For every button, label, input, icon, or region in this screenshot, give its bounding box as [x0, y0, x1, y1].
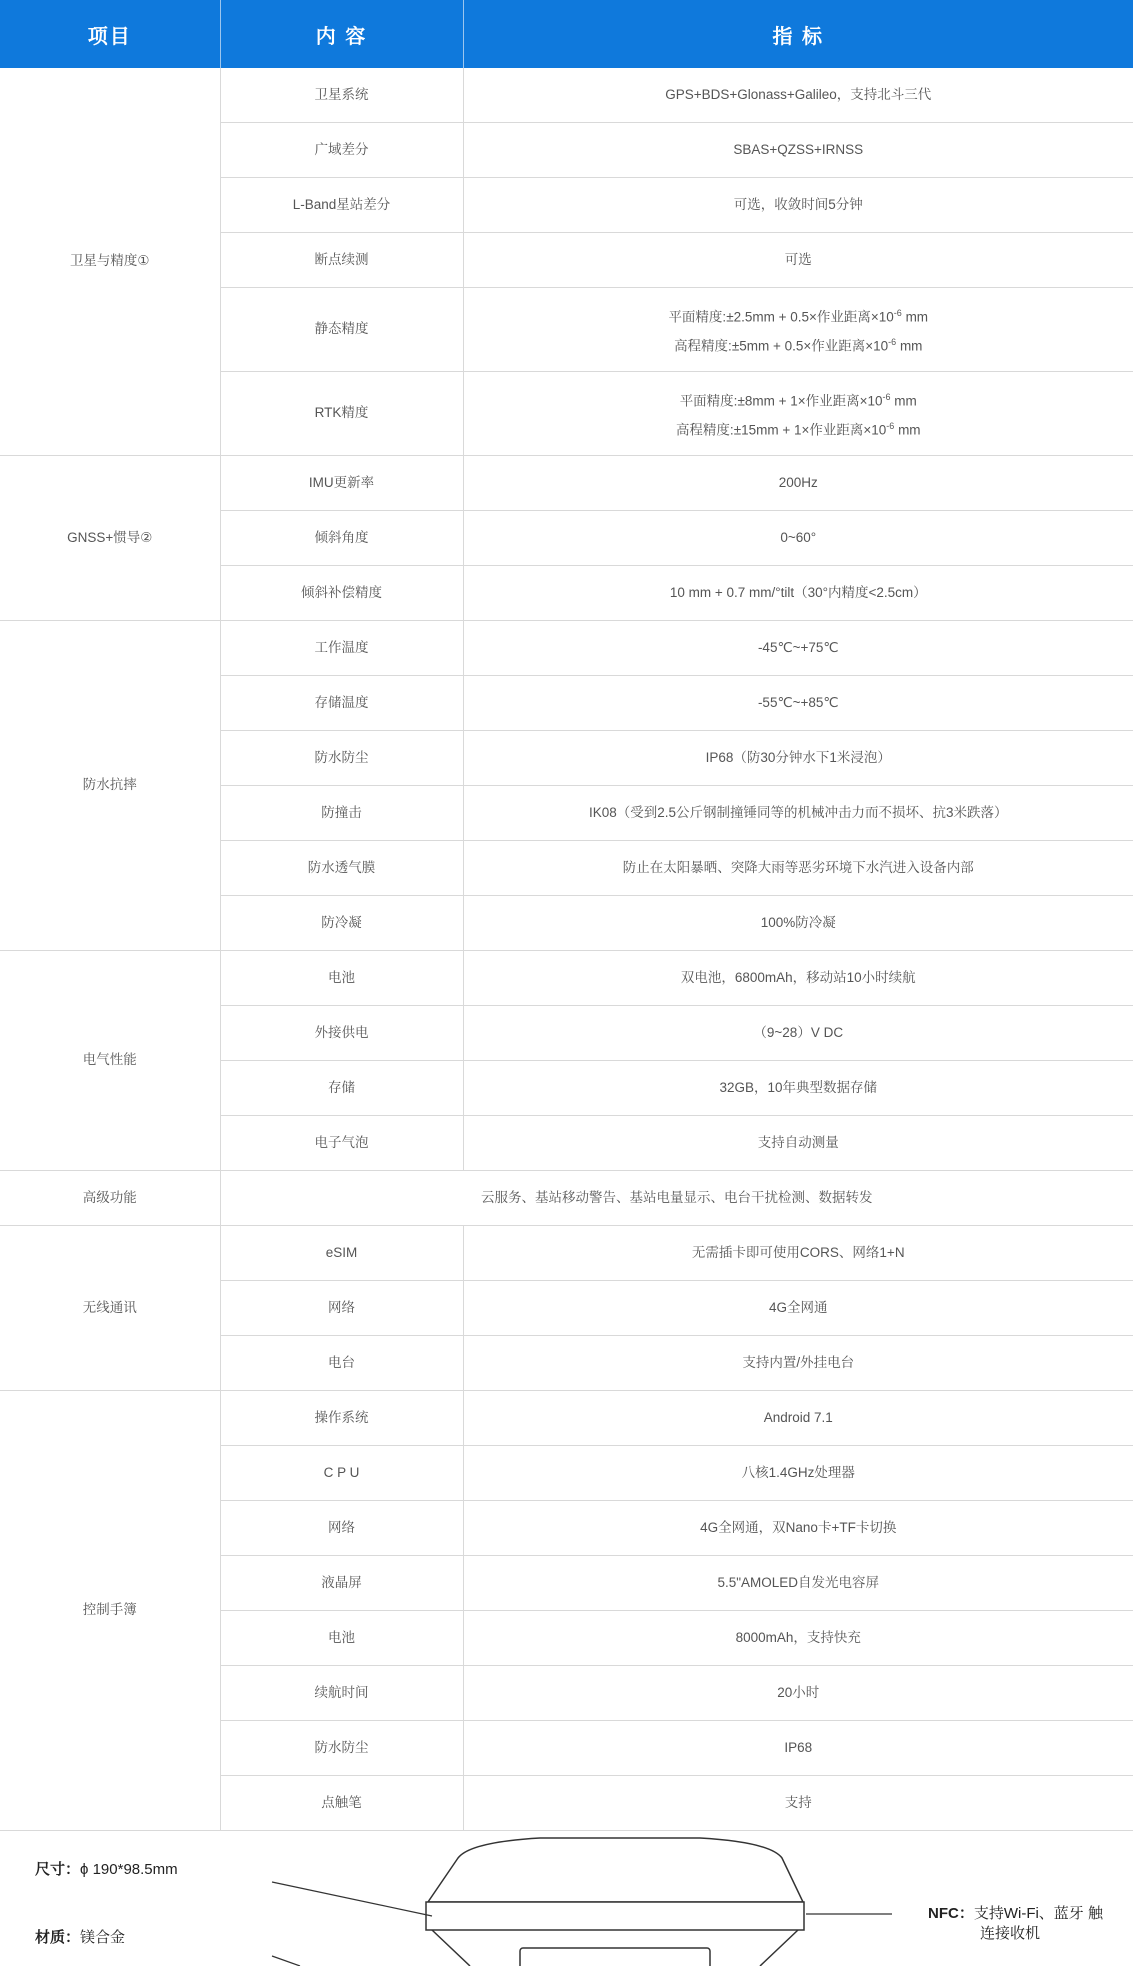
table-row [0, 1171, 1133, 1226]
row-value: IK08（受到2.5公斤钢制撞锤同等的机械冲击力而不损坏、抗3米跌落） [463, 786, 1133, 841]
group-label: GNSS+惯导② [0, 456, 220, 621]
row-name: L-Band星站差分 [220, 178, 463, 233]
table-row [0, 68, 1133, 123]
row-value: 双电池，6800mAh，移动站10小时续航 [463, 951, 1133, 1006]
row-value: IP68 [463, 1721, 1133, 1776]
group-label: 防水抗摔 [0, 621, 220, 951]
table-header-row [0, 0, 1133, 68]
row-name: 续航时间 [220, 1666, 463, 1721]
size-spec: 尺寸：ϕ 190*98.5mm [35, 1861, 178, 1878]
row-value: SBAS+QZSS+IRNSS [463, 123, 1133, 178]
row-value: 支持 [463, 1776, 1133, 1831]
group-label: 无线通讯 [0, 1226, 220, 1391]
row-name: 电子气泡 [220, 1116, 463, 1171]
row-name: 电台 [220, 1336, 463, 1391]
device-diagram [0, 1830, 1133, 1966]
header-content: 内 容 [220, 0, 463, 68]
row-name: 防水透气膜 [220, 841, 463, 896]
row-value: -45℃~+75℃ [463, 621, 1133, 676]
row-value: 八核1.4GHz处理器 [463, 1446, 1133, 1501]
row-name: 静态精度 [220, 288, 463, 372]
row-name: 存储温度 [220, 676, 463, 731]
header-indicator: 指 标 [463, 0, 1133, 68]
row-name: C P U [220, 1446, 463, 1501]
row-value: （9~28）V DC [463, 1006, 1133, 1061]
row-value: 8000mAh，支持快充 [463, 1611, 1133, 1666]
row-name: 存储 [220, 1061, 463, 1116]
value-line: 高程精度:±15mm + 1×作业距离$\times 10^{-6}$ mm [675, 420, 921, 437]
group-label: 高级功能 [0, 1171, 220, 1226]
row-value: 4G全网通 [463, 1281, 1133, 1336]
row-value: 防止在太阳暴晒、突降大雨等恶劣环境下水汽进入设备内部 [463, 841, 1133, 896]
row-value: 100%防冷凝 [463, 896, 1133, 951]
row-value: 20小时 [463, 1666, 1133, 1721]
row-name: 液晶屏 [220, 1556, 463, 1611]
row-value: 可选 [463, 233, 1133, 288]
row-value: 200Hz [463, 456, 1133, 511]
row-name: 电池 [220, 951, 463, 1006]
material-spec: 材质：镁合金 [35, 1929, 126, 1946]
table-row [0, 1226, 1133, 1281]
row-value: 32GB，10年典型数据存储 [463, 1061, 1133, 1116]
row-name: 点触笔 [220, 1776, 463, 1831]
row-name: 防冷凝 [220, 896, 463, 951]
row-name: 网络 [220, 1501, 463, 1556]
value-line: 平面精度:±8mm + 1×作业距离$\times 10^{-6}$ mm [679, 392, 917, 409]
row-value [463, 372, 1133, 456]
row-name: 倾斜补偿精度 [220, 566, 463, 621]
row-name: 倾斜角度 [220, 511, 463, 566]
group-label: 控制手簿 [0, 1391, 220, 1831]
row-value: 4G全网通，双Nano卡+TF卡切换 [463, 1501, 1133, 1556]
row-value: 云服务、基站移动警告、基站电量显示、电台干扰检测、数据转发 [220, 1171, 1133, 1226]
row-value: 5.5"AMOLED自发光电容屏 [463, 1556, 1133, 1611]
row-name: 工作温度 [220, 621, 463, 676]
row-value: 可选，收敛时间5分钟 [463, 178, 1133, 233]
value-line: 高程精度:±5mm + 0.5×作业距离$\times 10^{-6}$ mm [674, 336, 923, 353]
table-row [0, 456, 1133, 511]
row-name: 断点续测 [220, 233, 463, 288]
row-name: 防水防尘 [220, 731, 463, 786]
row-name: RTK精度 [220, 372, 463, 456]
row-name: 防水防尘 [220, 1721, 463, 1776]
row-value: 10 mm + 0.7 mm/°tilt（30°内精度<2.5cm） [463, 566, 1133, 621]
row-value [463, 288, 1133, 372]
table-row [0, 951, 1133, 1006]
table-row [0, 1391, 1133, 1446]
row-value: 支持内置/外挂电台 [463, 1336, 1133, 1391]
row-name: 电池 [220, 1611, 463, 1666]
receiver-outline-icon [0, 1830, 1133, 1966]
row-name: 网络 [220, 1281, 463, 1336]
row-name: IMU更新率 [220, 456, 463, 511]
row-name: 操作系统 [220, 1391, 463, 1446]
row-name: 广域差分 [220, 123, 463, 178]
table-row [0, 621, 1133, 676]
row-name: 卫星系统 [220, 68, 463, 123]
group-label: 卫星与精度① [0, 68, 220, 456]
row-value: Android 7.1 [463, 1391, 1133, 1446]
value-line: 平面精度:±2.5mm + 0.5×作业距离$\times 10^{-6}$ mm [668, 308, 929, 325]
row-value: 支持自动测量 [463, 1116, 1133, 1171]
header-item: 项目 [0, 0, 220, 68]
nfc-spec: NFC：支持Wi-Fi、蓝牙 触 连接收机 [928, 1905, 1103, 1942]
row-name: 外接供电 [220, 1006, 463, 1061]
row-value: GPS+BDS+Glonass+Galileo，支持北斗三代 [463, 68, 1133, 123]
row-name: eSIM [220, 1226, 463, 1281]
row-value: 0~60° [463, 511, 1133, 566]
row-name: 防撞击 [220, 786, 463, 841]
row-value: IP68（防30分钟水下1米浸泡） [463, 731, 1133, 786]
row-value: -55℃~+85℃ [463, 676, 1133, 731]
group-label: 电气性能 [0, 951, 220, 1171]
row-value: 无需插卡即可使用CORS、网络1+N [463, 1226, 1133, 1281]
